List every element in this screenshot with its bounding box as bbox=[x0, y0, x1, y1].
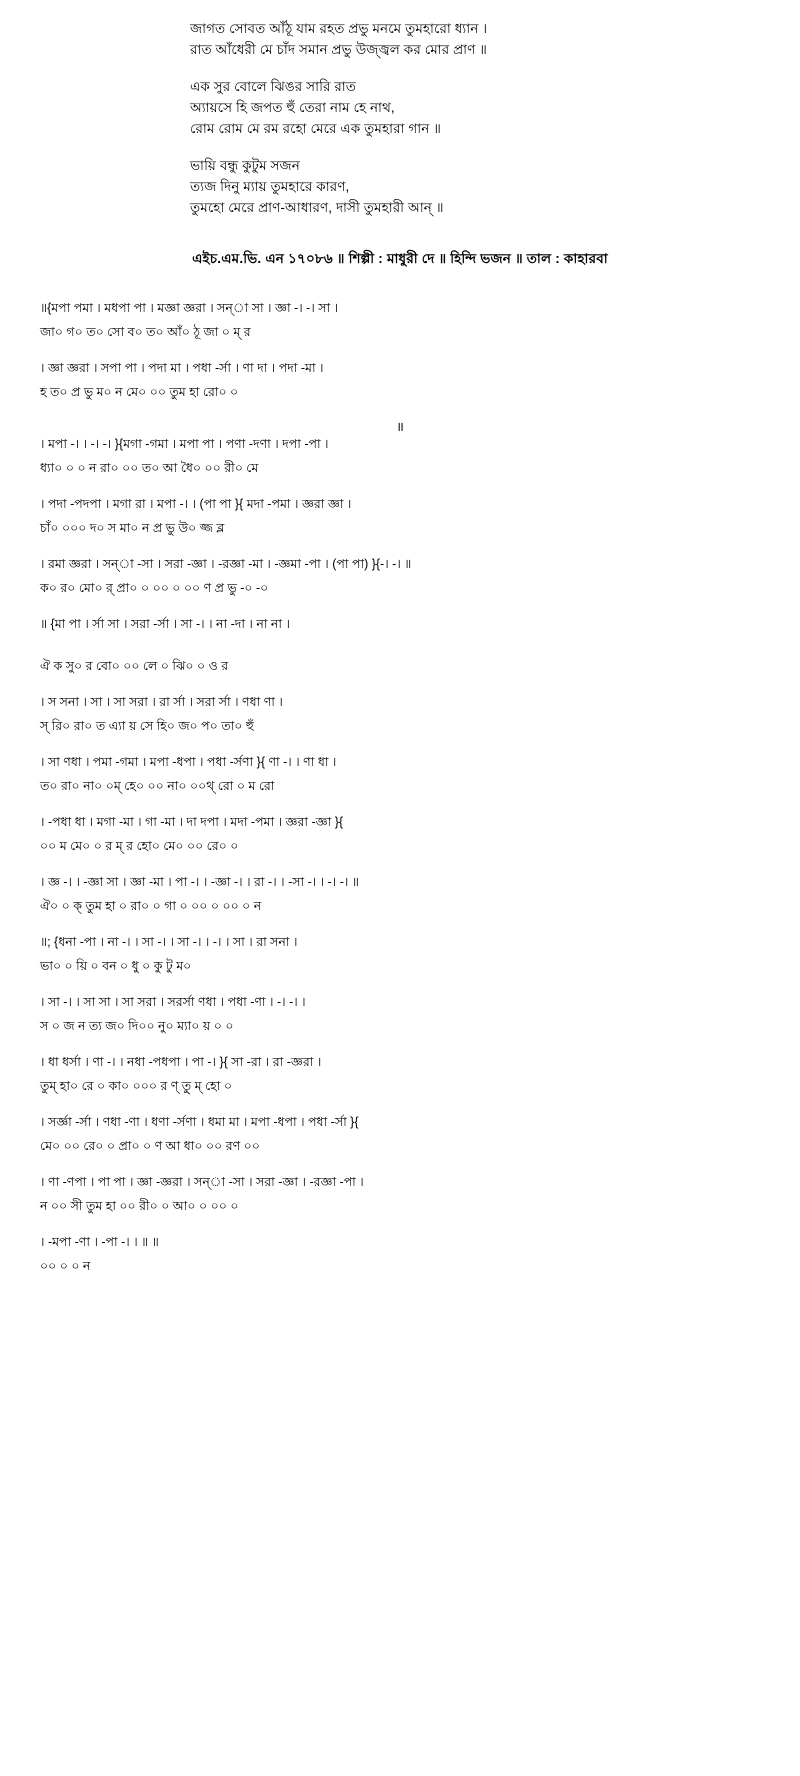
swara-line: । সা -। । সা সা । সা সরা । সরর্সা ণধা । পধা -ণা । -। -। । bbox=[40, 995, 306, 1009]
notation-row bbox=[40, 811, 760, 855]
lyric-line: ভায়ি বন্ধু কুটুম সজন bbox=[190, 158, 300, 173]
notation-row bbox=[40, 931, 760, 975]
notation-row bbox=[40, 991, 760, 1035]
notation-row bbox=[40, 493, 760, 537]
sahitya-line: স ০ জ ন ত্য জ০ দি০০ নু০ ম্যা০ য় ০ ০ bbox=[40, 1019, 234, 1033]
notation-row bbox=[40, 871, 760, 915]
lyric-line: তুমহো মেরে প্রাণ-আধারণ, দাসী তুমহারী আন্ ॥ bbox=[190, 200, 444, 215]
row-spacer bbox=[40, 633, 760, 651]
sahitya-line: ০০ ০ ০ ন bbox=[40, 1259, 91, 1273]
swara-line: । ণা -ণপা । পা পা । জ্ঞা -জ্ঞরা । সন্া -সা । সরা -জ্ঞা । -রজ্ঞা -পা । bbox=[40, 1175, 364, 1189]
notation-row bbox=[40, 553, 760, 597]
sahitya-line: ধ্যা০ ০ ০ ন রা০ ০০ ত০ আ ধৈ০ ০০ রী০ মে bbox=[40, 461, 259, 475]
lyric-line: জাগত সোবত আঁঠূ যাম রহত প্রভু মনমে তুমহারো ধ্যান । bbox=[190, 21, 488, 36]
lyric-line: অ্যায়সে হি জপত হুঁ তেরা নাম হে নাথ, bbox=[190, 100, 395, 115]
lyric-line: ত্যজ দিনু ম্যায় তুমহারে কারণ, bbox=[190, 179, 350, 194]
swara-line: । সা ণধা । পমা -গমা । মপা -ধপা । পধা -র্সণা }{ ণা -। । ণা ধা । bbox=[40, 755, 337, 769]
swara-line: ॥ {মা পা । র্সা সা । সরা -র্সা । সা -। । না -দা । না না । bbox=[40, 617, 290, 631]
lyric-line: রাত আঁধেরী মে চাঁদ সমান প্রভু উজ্জ্বল কর মোর প্রাণ ॥ bbox=[190, 42, 488, 57]
sahitya-line: ০০ ম মে০ ০ র ম্ র হো০ মে০ ০০ রে০ ০ bbox=[40, 839, 239, 853]
swara-line: ॥{মপা পমা । মধপা পা । মজ্ঞা জ্ঞরা । সন্া সা । জ্ঞা -। -। সা । bbox=[40, 301, 339, 315]
notation-block bbox=[40, 297, 760, 1275]
sahitya-line: তুম্ হা০ রে ০ কা০ ০০০ র ণ্ তু্ ম্ হো ০ bbox=[40, 1079, 232, 1093]
sahitya-line: ঐ০ ০ ক্ তুম হা ০ রা০ ০ গা ০ ০০ ০ ০০ ০ ন bbox=[40, 899, 262, 913]
notation-row bbox=[40, 297, 760, 341]
swara-line: । মপা -। । -। -। }{মগা -গমা । মপা পা । পণা -দণা । দপা -পা । bbox=[40, 437, 329, 451]
notation-row bbox=[40, 1111, 760, 1155]
lyric-stanza bbox=[190, 76, 760, 139]
swara-line: । সর্জ্ঞা -র্সা । ণধা -ণা । ধণা -র্সণা । ধমা মা । মপা -ধপা । পধা -র্সা }{ bbox=[40, 1115, 359, 1129]
sahitya-line: জা০ গ০ ত০ সো ব০ ত০ আঁ০ ঠূ জা ০ ম্ র bbox=[40, 325, 251, 339]
sahitya-line: হ ত০ প্র ভু ম০ ন মে০ ০০ তুম হা রো০ ০ bbox=[40, 385, 239, 399]
swara-line: । স সনা । সা । সা সরা । রা র্সা । সরা র্সা । ণধা ণা । bbox=[40, 695, 283, 709]
credit-line: এইচ.এম.ভি. এন ১৭০৮৬ ॥ শিল্পী : মাধুরী দে ॥ হিন্দি ভজন ॥ তাল : কাহারবা bbox=[192, 251, 608, 266]
notation-row bbox=[40, 691, 760, 735]
sahitya-line: ক০ র০ মো০ র্ প্রা০ ০ ০০ ০ ০০ ণ প্র ভু -০ -০ bbox=[40, 581, 269, 595]
notation-row bbox=[40, 357, 760, 401]
sahitya-line: ত০ রা০ না০ ০ম্ হে০ ০০ না০ ০০থ্ রো ০ ম রো bbox=[40, 779, 275, 793]
swara-line: । জ্ঞ -। । -জ্ঞা সা । জ্ঞা -মা । পা -। । -জ্ঞা -। । রা -। । -সা -। । -। -। ॥ bbox=[40, 875, 359, 889]
swara-line: । ধা ধর্সা । ণা -। । নধা -পধপা । পা -। }{ সা -রা । রা -জ্ঞরা । bbox=[40, 1055, 322, 1069]
lyric-stanza bbox=[190, 18, 760, 60]
lyrics-block bbox=[40, 18, 760, 218]
notation-row bbox=[40, 1231, 760, 1275]
sahitya-line: ন ০০ সী তুম হা ০০ রী০ ০ আ০ ০ ০০ ০ bbox=[40, 1199, 239, 1213]
swara-line: । -মপা -ণা । -পা -। । ॥ ॥ bbox=[40, 1235, 159, 1249]
swara-line: । জ্ঞা জ্ঞরা । সপা পা । পদা মা । পধা -র্সা । ণা দা । পদা -মা । bbox=[40, 361, 324, 375]
notation-row bbox=[40, 613, 760, 675]
swara-line: ॥; {ধনা -পা । না -। । সা -। । সা -। । -। । সা । রা সনা । bbox=[40, 935, 298, 949]
swara-line: । পদা -পদপা । মগা রা । মপা -। । (পা পা }{ মদা -পমা । জ্ঞরা জ্ঞা । bbox=[40, 497, 352, 511]
sahitya-line: চাঁ০ ০০০ দ০ স মা০ ন প্র ভু উ০ জ্জ ব্ল bbox=[40, 521, 225, 535]
sahitya-line: ভা০ ০ য়ি ০ বন ০ ধু ০ কু টু ম০ bbox=[40, 959, 192, 973]
notation-row bbox=[40, 433, 760, 477]
lyric-line: এক সুর বোলে ঝিঙর সারি রাত bbox=[190, 79, 356, 94]
section-bar-mark: ॥ bbox=[396, 419, 404, 434]
notation-row bbox=[40, 751, 760, 795]
swara-line: । -পধা ধা । মগা -মা । গা -মা । দা দপা । মদা -পমা । জ্ঞরা -জ্ঞা }{ bbox=[40, 815, 344, 829]
lyric-line: রোম রোম মে রম রহো মেরে এক তুমহারা গান ॥ bbox=[190, 121, 442, 136]
swara-line: । রমা জ্ঞরা । সন্া -সা । সরা -জ্ঞা । -রজ্ঞা -মা । -জ্ঞমা -পা । (পা পা) }{-। -। ॥ bbox=[40, 557, 412, 571]
lyric-stanza bbox=[190, 155, 760, 218]
sahitya-line: ঐ ক সু০ র বো০ ০০ লে ০ ঝি০ ০ ও র bbox=[40, 659, 229, 673]
sahitya-line: স্ রি০ রা০ ত এ্যা য় সে হি০ জ০ প০ তা০ হুঁ bbox=[40, 719, 254, 733]
notation-row bbox=[40, 1051, 760, 1095]
notation-row bbox=[40, 1171, 760, 1215]
sahitya-line: মে০ ০০ রে০ ০ প্রা০ ০ ণ আ ধা০ ০০ রণ ০০ bbox=[40, 1139, 260, 1153]
